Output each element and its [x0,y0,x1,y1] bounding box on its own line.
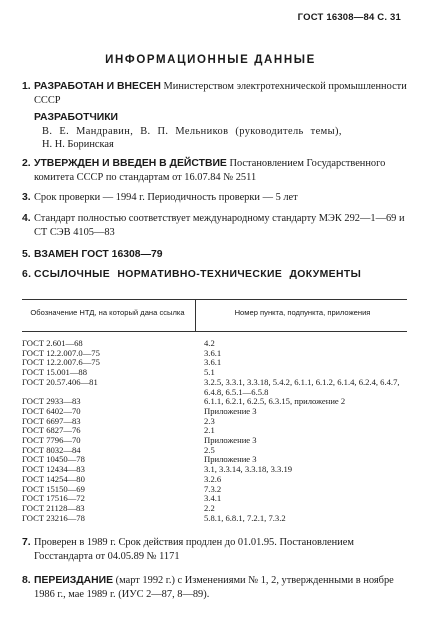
section-4-text: Стандарт полностью соответствует международному стандарту МЭК 292—1—69 и СТ СЭВ 4105—83 [34,213,405,238]
section-6-text: ССЫЛОЧНЫЕ НОРМАТИВНО-ТЕХНИЧЕСКИЕ ДОКУМЕНТЫ [34,269,362,280]
table-cell-clause: 3.4.1 [204,493,222,504]
table-cell-document: ГОСТ 12.2.007.0—75 [22,347,100,358]
table-cell-document: ГОСТ 12434—83 [22,464,85,475]
table-cell-document: ГОСТ 17516—72 [22,493,85,504]
table-cell-clause: 6.1.1, 6.2.1, 6.2.5, 6.3.15, приложение 2 [204,396,346,407]
section-8-text: (март 1992 г.) с Изменениями № 1, 2, утвержденными в ноябре 1986 г., мае 1989 г. (ИУС 2—87, 8—89). [34,575,394,600]
table-cell-clause: 7.3.2 [204,483,222,494]
table-cell-clause: 2.3 [204,415,215,426]
table-cell-clause: 3.6.1 [204,357,222,368]
section-8-number: 8. [22,575,31,586]
table-header-clause: Номер пункта, подпункта, приложения [234,308,371,317]
section-4 [22,212,407,239]
section-1-text: Министерством электротехнической промышленности СССР [34,81,407,106]
table-cell-clause: 3.6.1 [204,347,222,358]
table-header-rule [22,331,407,332]
table-cell-clause: Приложение 3 [204,435,257,446]
developers-line-2: Н. Н. Боринская [42,139,114,150]
table-cell-clause: 3.1, 3.3.14, 3.3.18, 3.3.19 [204,464,293,475]
table-cell-clause: 3.2.6 [204,473,222,484]
table-header-document: Обозначение НТД, на который дана ссылка [30,308,185,317]
section-8 [22,574,407,601]
table-top-rule [22,299,407,300]
page-header-reference: ГОСТ 16308—84 С. 31 [297,12,401,23]
table-cell-clause: 2.5 [204,444,215,455]
table-row [22,378,407,397]
table-cell-document: ГОСТ 15.001—88 [22,367,88,378]
table-row [22,514,407,524]
table-cell-clause: 3.2.5, 3.3.1, 3.3.18, 5.4.2, 6.1.1, 6.1.2, 6.1.4, 6.2.4, 6.4.7, 6.4.8, 6.5.1—6.5.8 [204,376,402,397]
table-cell-document: ГОСТ 14254—80 [22,473,85,484]
table-cell-clause: 5.8.1, 6.8.1, 7.2.1, 7.3.2 [204,512,286,523]
table-cell-document: ГОСТ 21128—83 [22,502,85,513]
table-cell-document: ГОСТ 2933—83 [22,396,81,407]
table-cell-clause: 2.1 [204,425,215,436]
section-2 [22,157,407,184]
section-3 [22,191,407,205]
section-2-number: 2. [22,158,31,169]
table-cell-document: ГОСТ 20.57.406—81 [22,376,98,387]
table-cell-document: ГОСТ 15150—69 [22,483,85,494]
section-5-text: ВЗАМЕН ГОСТ 16308—79 [34,249,163,260]
section-2-text: Постановлением Государственного комитета СССР по стандартам от 16.07.84 № 2511 [34,158,386,183]
table-cell-clause: 5.1 [204,367,215,378]
section-3-number: 3. [22,192,31,203]
page-title: ИНФОРМАЦИОННЫЕ ДАННЫЕ [105,54,316,66]
developers-line-1: В. Е. Мандравин, В. П. Мельников (руководитель темы), [42,125,342,137]
references-table [22,339,407,523]
table-cell-clause: Приложение 3 [204,454,257,465]
developers-heading: РАЗРАБОТЧИКИ [34,112,119,123]
table-cell-clause: 2.2 [204,502,215,513]
table-column-divider [195,299,196,331]
table-cell-clause: Приложение 3 [204,405,257,416]
table-cell-document: ГОСТ 12.2.007.6—75 [22,357,100,368]
section-6 [22,268,371,282]
table-cell-document: ГОСТ 23216—78 [22,512,85,523]
table-cell-document: ГОСТ 7796—70 [22,435,81,446]
section-1-lead: РАЗРАБОТАН И ВНЕСЕН [34,81,161,92]
table-cell-document: ГОСТ 2.601—68 [22,338,83,348]
table-cell-document: ГОСТ 10450—78 [22,454,85,465]
section-2-lead: УТВЕРЖДЕН И ВВЕДЕН В ДЕЙСТВИЕ [34,158,227,169]
section-5 [22,248,407,262]
section-4-number: 4. [22,213,31,224]
section-7-text: Проверен в 1989 г. Срок действия продлен до 01.01.95. Постановлением Госстандарта от 04.05.89 № 1171 [34,537,354,562]
table-cell-document: ГОСТ 6402—70 [22,405,81,416]
table-cell-document: ГОСТ 6827—76 [22,425,81,436]
section-7-number: 7. [22,537,31,548]
section-7 [22,536,407,563]
section-6-number: 6. [22,269,32,280]
section-3-text: Срок проверки — 1994 г. Периодичность проверки — 5 лет [34,192,298,203]
table-cell-document: ГОСТ 8032—84 [22,444,81,455]
section-5-number: 5. [22,249,31,260]
section-1 [22,80,407,152]
table-cell-clause: 4.2 [204,338,215,348]
section-1-number: 1. [22,81,31,92]
table-cell-document: ГОСТ 6697—83 [22,415,81,426]
section-8-lead: ПЕРЕИЗДАНИЕ [34,575,114,586]
